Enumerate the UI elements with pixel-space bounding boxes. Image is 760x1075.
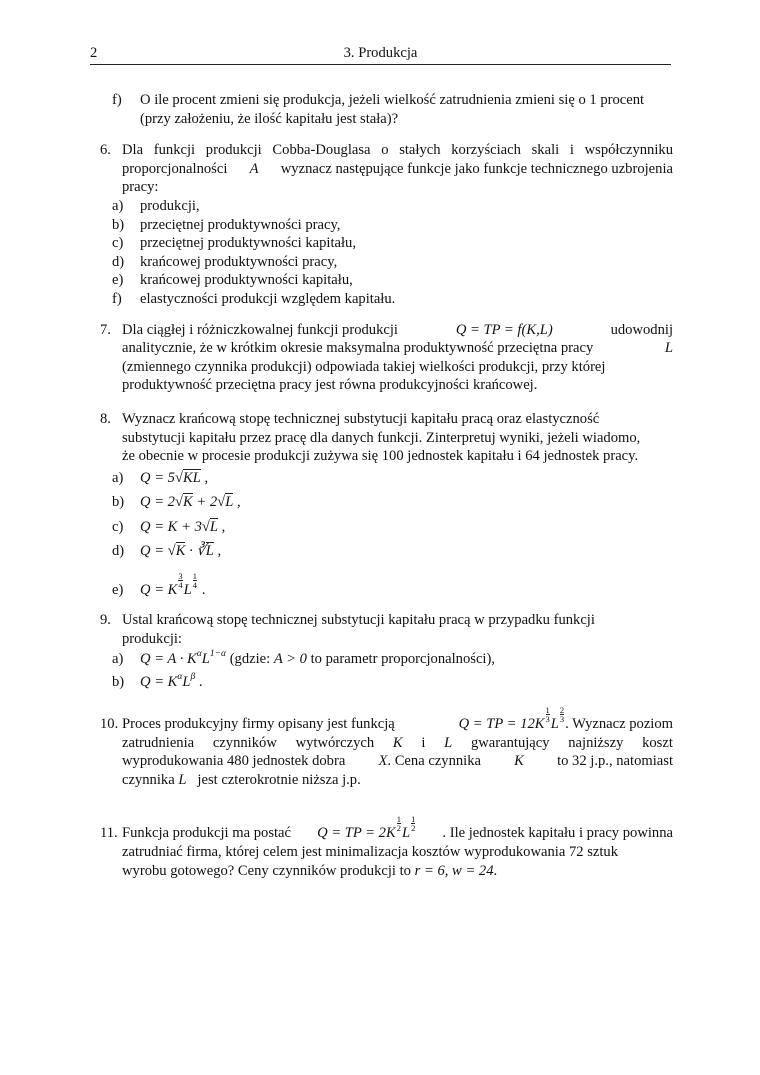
exercise-9: [100, 611, 673, 648]
exercise-9-items: [100, 650, 673, 692]
math: A: [249, 160, 259, 177]
item-label: b): [112, 674, 125, 691]
math: L: [201, 651, 210, 668]
math: Q = K: [140, 674, 178, 691]
exercise-7: [100, 321, 673, 395]
word: korzyściach: [451, 142, 521, 159]
exponent: α: [177, 672, 183, 683]
paragraph-line: [122, 771, 673, 790]
text: . Wyznacz poziom: [565, 716, 673, 733]
word: zatrudnienia: [122, 734, 195, 751]
text: udowodnij: [610, 321, 673, 338]
word: koszt: [642, 734, 673, 751]
punct: ,: [213, 542, 222, 559]
page-content: [100, 91, 673, 880]
word: Cobba-Douglasa: [272, 142, 371, 159]
formula: [140, 542, 673, 561]
paragraph-line: produktywność przeciętna pracy jest równa produkcyjności krańcowej.: [122, 377, 538, 394]
item-label: a): [112, 469, 124, 486]
paragraph-line: [122, 141, 673, 160]
exercise-11: [100, 815, 673, 880]
page-number: 2: [90, 45, 98, 61]
math: L: [550, 716, 559, 733]
word: wytwórczych: [295, 734, 375, 751]
item-label: e): [112, 581, 124, 598]
text: Proces produkcyjny firmy opisany jest funkcją: [122, 716, 395, 733]
paragraph-line: (zmiennego czynnika produkcji) odpowiada takiej wielkości produkcji, przy której: [122, 358, 606, 375]
text: wyznacz następujące funkcje jako funkcje technicznego uzbrojenia: [280, 160, 673, 177]
math: K: [392, 734, 403, 751]
item-label: c): [112, 235, 124, 252]
item-label: b): [112, 493, 125, 510]
formula: [317, 815, 416, 843]
numerator: 2: [559, 705, 565, 716]
paragraph-line: [122, 752, 673, 771]
paragraph-line: substytucji kapitału przez pracę dla danych funkcji. Zinterpretuj wyniki, jeżeli wiadomo,: [122, 429, 641, 446]
word: czynników: [212, 734, 277, 751]
text: . Cena czynnika: [387, 753, 482, 770]
paragraph-line: [122, 339, 673, 358]
math: r = 6, w = 24: [414, 862, 494, 879]
word: Dla: [122, 142, 144, 159]
item-label: c): [112, 518, 124, 535]
denominator: 4: [192, 579, 198, 590]
punct: ,: [200, 469, 209, 486]
item-text: elastyczności produkcji względem kapitału.: [140, 290, 396, 307]
item-label: a): [112, 197, 124, 214]
text: to 32 j.p., natomiast: [557, 753, 673, 770]
exercise-8: [100, 410, 673, 466]
numerator: 1: [192, 570, 198, 581]
text: Dla ciągłej i różniczkowalnej funkcji produkcji: [122, 321, 398, 338]
word: współczynniku: [584, 142, 673, 159]
text: (gdzie:: [226, 651, 274, 668]
math: Q = K + 3√: [140, 518, 210, 535]
exercise-number: 11.: [100, 825, 118, 842]
text: to parametr proporcjonalności),: [306, 651, 495, 668]
formula: [140, 572, 673, 600]
formula: [140, 469, 673, 488]
word: gwarantujący: [470, 734, 550, 751]
radicand: K: [183, 493, 193, 510]
word: funkcji: [153, 142, 196, 159]
radicand: L: [205, 542, 214, 559]
exercise-number: 8.: [100, 410, 111, 427]
paragraph-line: pracy:: [122, 179, 159, 196]
math: L: [178, 771, 187, 788]
item-label: d): [112, 542, 125, 559]
item-text: krańcowej produktywności kapitału,: [140, 272, 353, 289]
word: produkcji: [205, 142, 262, 159]
exercise-number: 9.: [100, 612, 111, 629]
punct: .: [195, 674, 203, 691]
math: Q = 5√: [140, 469, 183, 486]
formula: [140, 518, 673, 537]
radicand: L: [225, 493, 234, 510]
item-label: f): [112, 92, 122, 108]
exponent-fraction: [411, 815, 415, 832]
paragraph-line: [122, 706, 673, 734]
exercise-number: 6.: [100, 142, 111, 159]
numerator: 3: [178, 570, 183, 581]
exponent: β: [190, 672, 196, 683]
denominator: 4: [178, 579, 183, 590]
formula: [140, 493, 673, 512]
denominator: 3: [559, 714, 565, 725]
word: i: [569, 142, 574, 159]
exponent: α: [196, 649, 202, 660]
item-label: e): [112, 272, 124, 289]
item-text: przeciętnej produktywności pracy,: [140, 216, 341, 233]
exercise-6-items: [100, 197, 673, 309]
denominator: 2: [396, 823, 401, 834]
item-text: krańcowej produktywności pracy,: [140, 253, 338, 270]
math: + 2√: [192, 493, 226, 510]
paragraph-line: produkcji:: [122, 630, 182, 647]
text: . Ile jednostek kapitału i pracy powinna: [442, 825, 673, 842]
numerator: 1: [396, 814, 401, 825]
exponent-fraction: [397, 815, 401, 832]
page-header: [90, 45, 671, 65]
math: Q = A · K: [140, 651, 197, 668]
math: Q = K: [140, 581, 178, 598]
radicand: K: [175, 542, 186, 559]
paragraph-line: Wyznacz krańcową stopę technicznej substytucji kapitału pracą oraz elastyczność: [122, 410, 600, 427]
text: analitycznie, że w krótkim okresie maksymalna produktywność przeciętna pracy: [122, 340, 594, 357]
text: wyprodukowania 480 jednostek dobra: [122, 753, 346, 770]
formula: [459, 706, 673, 734]
math: A > 0: [273, 651, 307, 668]
formula: [140, 650, 673, 669]
text: wyrobu gotowego? Ceny czynników produkcji to: [122, 862, 411, 879]
exponent-fraction: [546, 706, 550, 723]
math: K: [514, 753, 524, 770]
exponent-fraction: [560, 706, 564, 723]
item-label: d): [112, 253, 125, 270]
radicand: KL: [183, 469, 201, 486]
math: Q = √: [140, 542, 176, 559]
word: o: [381, 142, 389, 159]
math: · ∛: [185, 542, 206, 559]
punct: .: [198, 581, 206, 598]
paragraph-line: [122, 160, 673, 179]
denominator: 2: [411, 823, 416, 834]
math: L: [182, 674, 191, 691]
text: czynnika: [122, 771, 175, 788]
exponent-fraction: [178, 572, 182, 589]
paragraph-line: zatrudniać firma, której celem jest minimalizacja kosztów wyprodukowania 72 sztuk: [122, 844, 619, 861]
math: L: [444, 734, 453, 751]
math: X: [378, 753, 388, 770]
exercise-number: 10.: [100, 716, 119, 733]
item-label: b): [112, 216, 125, 233]
math: Q = TP = f(K,L): [455, 321, 553, 338]
math: L: [664, 340, 673, 357]
text: jest czterokrotnie niższa j.p.: [197, 771, 361, 788]
word: i: [421, 734, 426, 751]
paragraph-line: Ustal krańcową stopę technicznej substytucji kapitału pracą w przypadku funkcji: [122, 612, 595, 629]
exponent-fraction: [193, 572, 197, 589]
exercise-number: 7.: [100, 321, 111, 338]
text: Funkcja produkcji ma postać: [122, 825, 292, 842]
denominator: 3: [545, 714, 550, 725]
chapter-title: 3. Produkcja: [343, 45, 418, 61]
text: proporcjonalności: [122, 160, 228, 177]
math: Q = TP = 12K: [458, 716, 545, 733]
word: skali: [531, 142, 560, 159]
text: .: [493, 862, 498, 879]
numerator: 1: [545, 705, 550, 716]
item-label: f): [112, 290, 122, 307]
exercise-5f: [100, 91, 673, 128]
item-text: przeciętnej produktywności kapitału,: [140, 235, 356, 252]
math: Q = TP = 2K: [317, 825, 396, 842]
numerator: 1: [411, 814, 416, 825]
exercise-6: [100, 141, 673, 197]
item-text: (przy założeniu, że ilość kapitału jest stała)?: [140, 110, 399, 127]
radicand: L: [209, 518, 218, 535]
paragraph-line: [122, 815, 673, 843]
word: stałych: [399, 142, 441, 159]
punct: ,: [218, 518, 226, 535]
paragraph-line: [122, 734, 673, 753]
punct: ,: [233, 493, 241, 510]
paragraph-line: że obecnie w procesie produkcji zużywa się 100 jednostek kapitału i 64 jednostek pracy.: [122, 448, 639, 465]
item-label: a): [112, 651, 124, 668]
paragraph-line: [122, 321, 673, 340]
item-text: produkcji,: [140, 197, 200, 214]
exercise-10: [100, 706, 673, 789]
word: najniższy: [568, 734, 624, 751]
item-text: O ile procent zmieni się produkcja, jeżeli wielkość zatrudnienia zmieni się o 1 procent: [140, 92, 645, 108]
math: L: [183, 581, 192, 598]
math: L: [401, 825, 411, 842]
paragraph-line: [122, 862, 673, 881]
exponent: 1−α: [209, 649, 227, 660]
exercise-8-items: [100, 469, 673, 600]
formula: [140, 673, 673, 692]
math: Q = 2√: [140, 493, 183, 510]
